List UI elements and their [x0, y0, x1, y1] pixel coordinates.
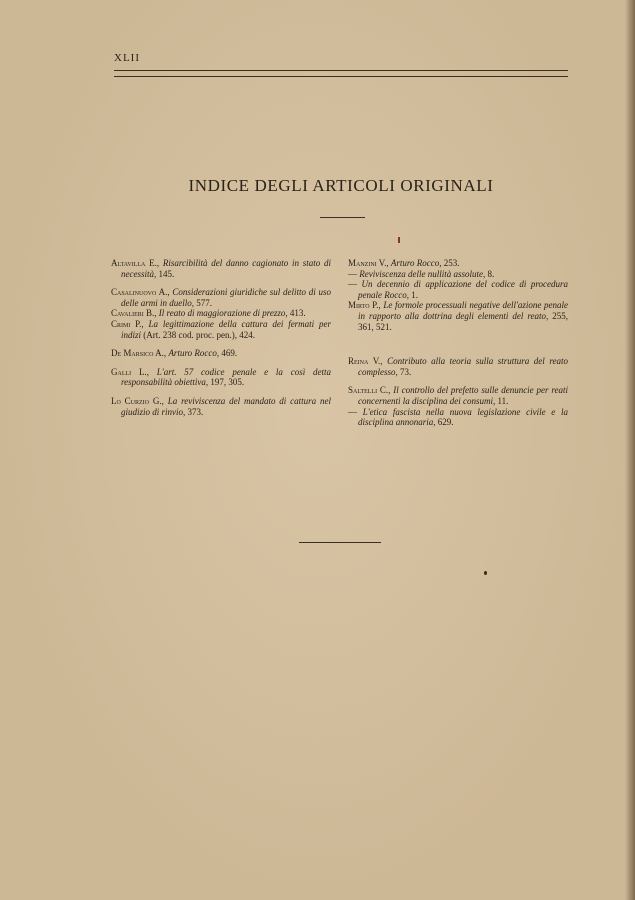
index-entry: [111, 367, 331, 388]
entry-author: Crimi P.,: [111, 318, 144, 329]
closing-rule: [299, 542, 381, 543]
index-column-left: [111, 258, 331, 425]
index-entry: [111, 396, 331, 417]
index-entry: [348, 269, 568, 280]
entry-title: Un decennio di applicazione del codice di procedura penale Rocco,: [358, 279, 568, 300]
entry-title: La legittimazione della cattura dei fermati per indizi: [121, 318, 332, 340]
entry-author: Manzini V.,: [348, 258, 389, 268]
entry-title: Le formole processuali negative dell'azione penale in rapporto alla dottrina degli elementi del reato,: [358, 300, 569, 321]
index-entry: [348, 279, 568, 300]
entry-author: Saltelli C.,: [348, 385, 391, 396]
entry-pages: 73.: [400, 366, 412, 377]
entry-pages: 1.: [411, 289, 418, 300]
entry-pages: 413.: [289, 308, 306, 319]
page-number: XLII: [114, 52, 140, 64]
entry-pages: 197, 305.: [210, 377, 245, 388]
index-entry: [111, 287, 331, 308]
entry-title: L'art. 57 codice penale e la così detta responsabilità obiettiva,: [121, 366, 331, 388]
entry-author: Galli L.,: [111, 366, 149, 377]
entry-title: Risarcibilità del danno cagionato in stato di necessità,: [121, 258, 331, 279]
header-rule-top: [114, 70, 568, 71]
entry-pages: 8.: [487, 268, 495, 279]
entry-title: Il controllo del prefetto sulle denuncie per reati concernenti la disciplina dei consumi,: [358, 385, 568, 406]
entry-author: Casalinuovo A.,: [111, 287, 170, 298]
index-entry: [348, 300, 568, 332]
entry-author: —: [348, 268, 357, 279]
entry-author: Altavilla E.,: [111, 258, 160, 268]
entry-title: Il reato di maggiorazione di prezzo,: [158, 308, 288, 319]
entry-pages: 145.: [158, 268, 175, 279]
entry-title: La reviviscenza del mandato di cattura nel giudizio di rinvio,: [121, 395, 331, 417]
entry-pages: 253.: [443, 258, 460, 268]
index-entry: [111, 348, 331, 359]
entry-pages: 11.: [497, 395, 509, 406]
entry-title: Considerazioni giuridiche sul delitto di uso delle armi in duello,: [121, 287, 331, 308]
entry-pages: 373.: [187, 406, 204, 417]
entry-title: Reviviscenza delle nullità assolute,: [359, 268, 486, 279]
entry-title: Contributo alla teoria sulla struttura del reato complesso,: [358, 356, 568, 377]
entry-author: Mirto P.,: [348, 300, 381, 311]
entry-pages: 255, 361, 521.: [358, 310, 568, 332]
entry-pages: 469.: [221, 348, 238, 359]
header-rule-bottom: [114, 76, 568, 77]
entry-title: Arturo Rocco,: [168, 348, 220, 359]
index-entry: [348, 258, 568, 269]
index-entry: [111, 258, 331, 279]
ink-mark: [398, 237, 400, 243]
entry-author: —: [348, 406, 357, 417]
entry-author: Reina V.,: [348, 356, 383, 367]
ink-speck: [484, 571, 487, 575]
entry-pages: 629.: [437, 417, 454, 428]
entry-author: Cavalieri B.,: [111, 308, 157, 319]
index-column-right: [348, 258, 568, 428]
page-title: INDICE DEGLI ARTICOLI ORIGINALI: [188, 176, 494, 195]
index-entry: [348, 407, 568, 428]
entry-pages: 577.: [196, 297, 212, 308]
entry-title: Arturo Rocco,: [390, 258, 442, 268]
index-entry: [111, 308, 331, 319]
index-entry: [348, 356, 568, 377]
index-entry: [111, 319, 331, 340]
title-rule: [320, 217, 365, 218]
entry-author: —: [348, 279, 357, 290]
entry-author: Lo Curzio G.,: [111, 395, 164, 406]
entry-title: L'etica fascista nella nuova legislazione civile e la disciplina annonaria,: [358, 406, 568, 428]
entry-pages: (Art. 238 cod. proc. pen.), 424.: [143, 329, 255, 340]
index-entry: [348, 385, 568, 406]
spine-shadow: [625, 0, 635, 900]
entry-author: De Marsico A.,: [111, 348, 167, 359]
